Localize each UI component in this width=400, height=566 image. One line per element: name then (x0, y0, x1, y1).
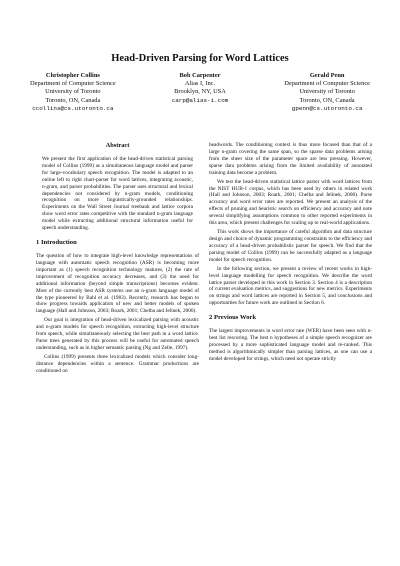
author-name: Gerald Penn (309, 72, 345, 79)
author-name: Christopher Collins (45, 72, 100, 79)
author-email[interactable]: carp@alias-i.com (171, 96, 229, 104)
paragraph: This work shows the importance of careful algorithm and data structure design and choice of dynamic programming constraints to the efficiency and accuracy of a head-driven probabilistic parser for speech. We find that the parsing model of Collins (1999) can be successfully adapted as a language model for speech recognition. (209, 229, 372, 263)
author-affiliation: Department of Computer Science (284, 80, 370, 88)
paragraph: Collins (1999) presents three lexicalized models which consider long-distance dependencies within a sentence. Grammar productions are conditioned on (36, 353, 199, 374)
abstract-paragraph: We present the first application of the head-driven statistical parsing model of Collins (1999) as a simultaneous language model and parser for large-vocabulary speech recognition. The model is adapted to an online left to right chart-parser for word lattices, integrating acoustic, n-gram, and parser probabilities. The parser uses structural and lexical dependencies not considered by n-gram models, conditioning recognition on more linguistically-grounded relationships. Experiments on the Wall Street Journal treebank and lattice corpora show word error rates competitive with the standard n-gram language model while extracting additional structural information useful for speech understanding. (42, 155, 193, 232)
section-heading-introduction: 1 Introduction (36, 239, 77, 247)
author-email[interactable]: ccollins@cs.utoronto.ca (32, 104, 114, 112)
author-3 (284, 72, 370, 113)
paragraph: Our goal is integration of head-driven lexicalized parsing with acoustic and n-gram models for speech recognition, extracting high-level structure from speech, while simultaneously selecting the best path in a word lattice. Parse trees generated by this process will be useful for automated speech understanding, such as in higher semantic parsing (Ng and Zelle, 1997). (36, 317, 199, 351)
right-column (209, 142, 372, 365)
paragraph: We test the head-driven statistical lattice parser with word lattices from the NIST HUB-1 corpus, which has been used by others in related work (Hall and Johnson, 2003; Roark, 2001; Chelba and Jelinek, 2000). Parse accuracy and word error rates are reported. We present an analysis of the effects of pruning and heuristic search on efficiency and accuracy and note several simplifying assumptions common to other reported experiments in this area, which present challenges for scaling up to real-world applications. (209, 178, 372, 227)
left-column (36, 143, 199, 377)
author-institution: University of Toronto (299, 88, 355, 96)
paper-title: Head-Driven Parsing for Word Lattices (111, 53, 289, 64)
author-institution: Brooklyn, NY, USA (174, 88, 226, 96)
author-email[interactable]: gpenn@cs.utoronto.ca (291, 104, 363, 112)
author-1 (30, 72, 116, 113)
author-location: Toronto, ON, Canada (299, 96, 355, 104)
abstract-heading: Abstract (105, 142, 130, 149)
author-affiliation: Alias I, Inc. (184, 80, 216, 88)
author-affiliation: Department of Computer Science (30, 80, 116, 88)
paragraph: headwords. The conditioning context is thus more focused than that of a large n-gram covering the same span, so the sparse data problems arising from the sheer size of the parameter space are less pressing. However, sparse data problems arising from the limited availability of annotated training data become a problem. (209, 142, 372, 176)
author-block (30, 72, 370, 113)
author-institution: University of Toronto (45, 88, 101, 96)
abstract-text (36, 156, 199, 232)
paragraph: In the following section, we present a review of recent works in high-level language modelling for speech recognition. We describe the word lattice parser developed in this work in Section 3. Section 4 is a description of current evaluation metrics, and suggestions for new metrics. Experiments on strings and word lattices are reported in Section 5, and conclusions and opportunities for future work are outlined in Section 6. (209, 265, 372, 307)
section-heading-previous-work: 2 Previous Work (209, 314, 257, 322)
author-name: Bob Carpenter (179, 72, 221, 79)
paragraph: The largest improvements in word error rate (WER) have been seen with n-best list rescoring. The best n hypotheses of a simple speech recognizer are processed by a more sophisticated language model and re-ranked. This method is algorithmically simpler than parsing lattices, as one can use a model developed for strings, which need not operate strictly (209, 328, 372, 362)
paragraph: The question of how to integrate high-level knowledge representations of language with automatic speech recognition (ASR) is becoming more important as (1) speech recognition technology matures, (2) the rate of improvement of recognition accuracy decreases, and (3) the need for additional information (beyond simple transcriptions) becomes evident. Most of the currently best ASR systems use an n-gram language model of the type pioneered by Bahl et al. (1983). Recently, research has begun to show progress towards application of new and better models of spoken language (Hall and Johnson, 2003; Roark, 2001; Chelba and Jelinek, 2000). (36, 252, 199, 315)
author-2 (172, 72, 229, 113)
author-location: Toronto, ON, Canada (45, 96, 101, 104)
